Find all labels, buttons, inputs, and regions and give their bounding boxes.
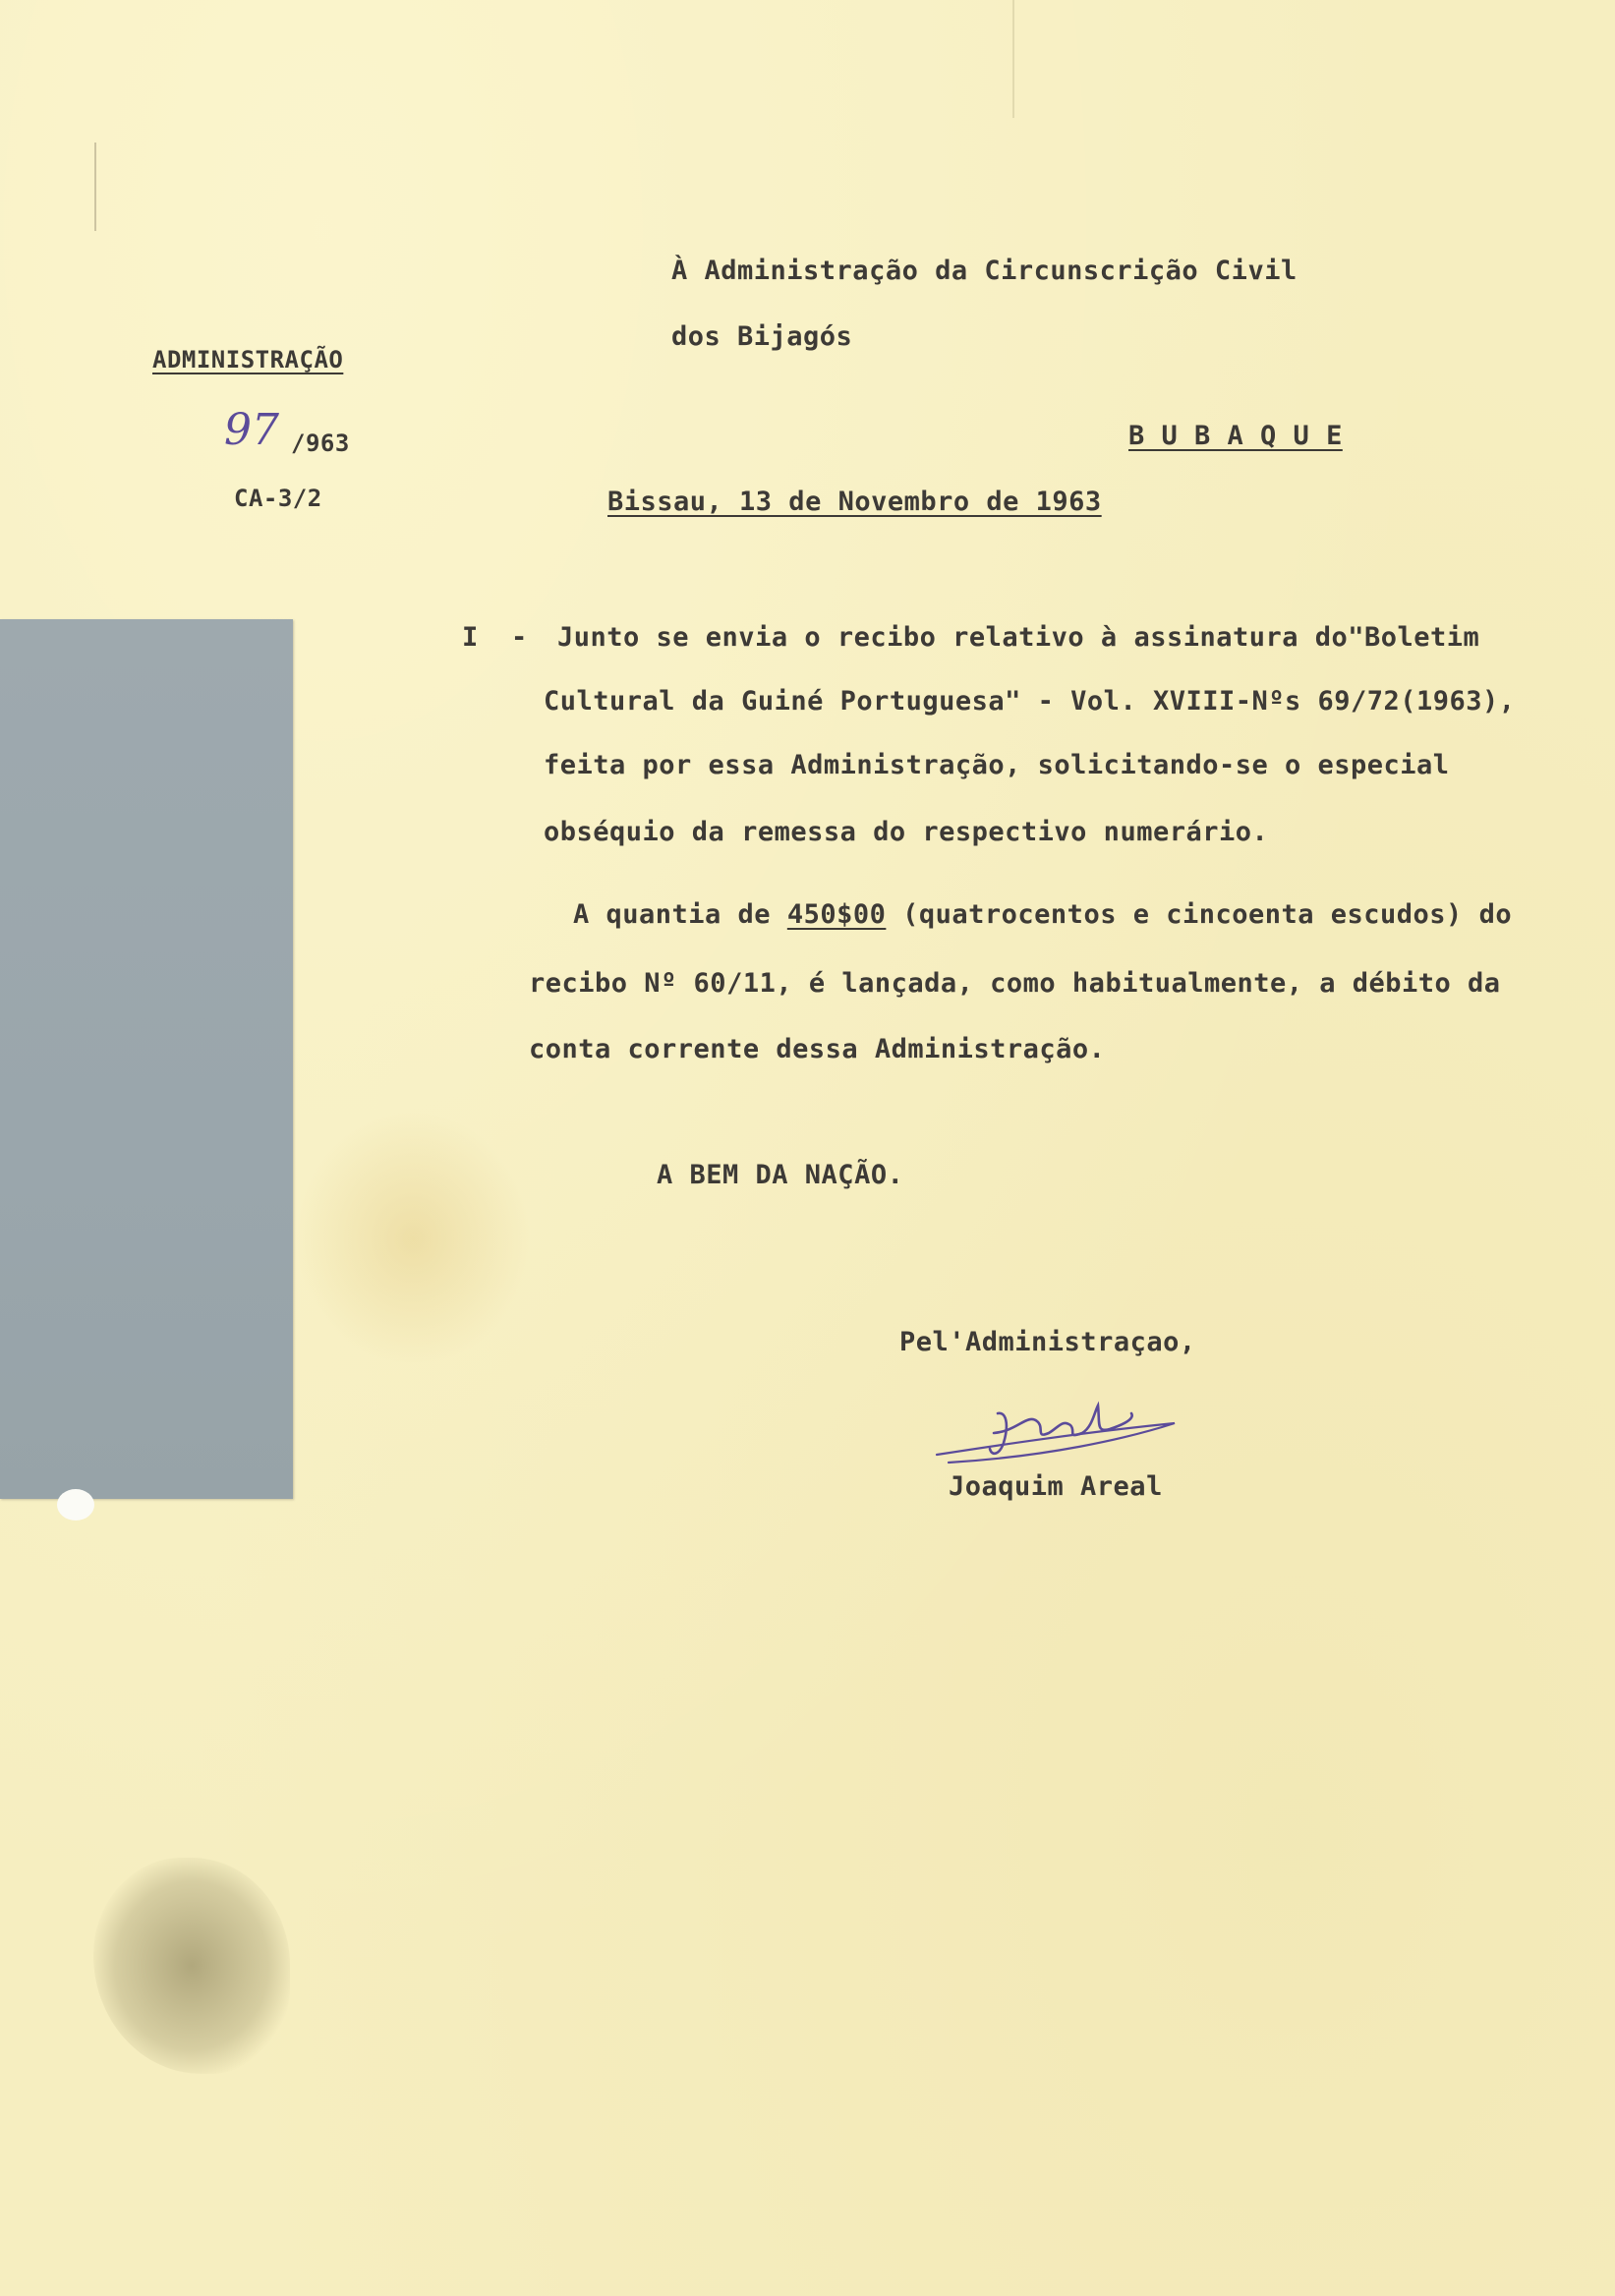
recipient-line-1: À Administração da Circunscrição Civil	[671, 256, 1298, 286]
paragraph-2-line-1-end: (quatrocentos e cincoenta escudos) do	[886, 899, 1513, 930]
paper-fold-line	[1012, 0, 1014, 118]
margin-pencil-mark	[94, 143, 96, 231]
paragraph-2-line-1	[573, 899, 1512, 930]
file-code: CA-3/2	[234, 485, 322, 512]
paragraph-2-line-3: conta corrente dessa Administração.	[529, 1034, 1106, 1064]
slip-stain	[93, 1858, 290, 2074]
paragraph-2-line-2: recibo Nº 60/11, é lançada, como habitualmente, a débito da	[529, 968, 1501, 999]
reference-year: /963	[291, 430, 350, 457]
paper-stain	[295, 1111, 531, 1366]
attached-blue-slip	[0, 619, 293, 1499]
paragraph-2-line-1-start: A quantia de	[573, 899, 787, 930]
recipient-line-2: dos Bijagós	[671, 321, 853, 352]
handwritten-signature	[929, 1384, 1184, 1482]
destination: B U B A Q U E	[1128, 421, 1343, 451]
handwritten-reference-number: 97	[224, 405, 279, 455]
closing-salutation: A BEM DA NAÇÃO.	[657, 1160, 904, 1190]
paragraph-1-line-2: Cultural da Guiné Portuguesa" - Vol. XVIII-Nºs 69/72(1963),	[544, 686, 1516, 717]
amount: 450$00	[786, 899, 887, 930]
paragraph-1-line-3: feita por essa Administração, solicitando-se o especial	[544, 750, 1450, 780]
item-number: I	[462, 622, 479, 653]
signoff: Pel'Administraçao,	[899, 1327, 1196, 1357]
place-and-date: Bissau, 13 de Novembro de 1963	[607, 487, 1102, 517]
office-stamp: ADMINISTRAÇÃO	[152, 346, 344, 373]
punch-hole	[57, 1489, 94, 1521]
signatory-name: Joaquim Areal	[949, 1471, 1163, 1502]
paragraph-1-line-4: obséquio da remessa do respectivo numerário.	[544, 817, 1269, 847]
paragraph-1-line-1: Junto se envia o recibo relativo à assinatura do"Boletim	[557, 622, 1480, 653]
item-dash: -	[511, 622, 528, 653]
